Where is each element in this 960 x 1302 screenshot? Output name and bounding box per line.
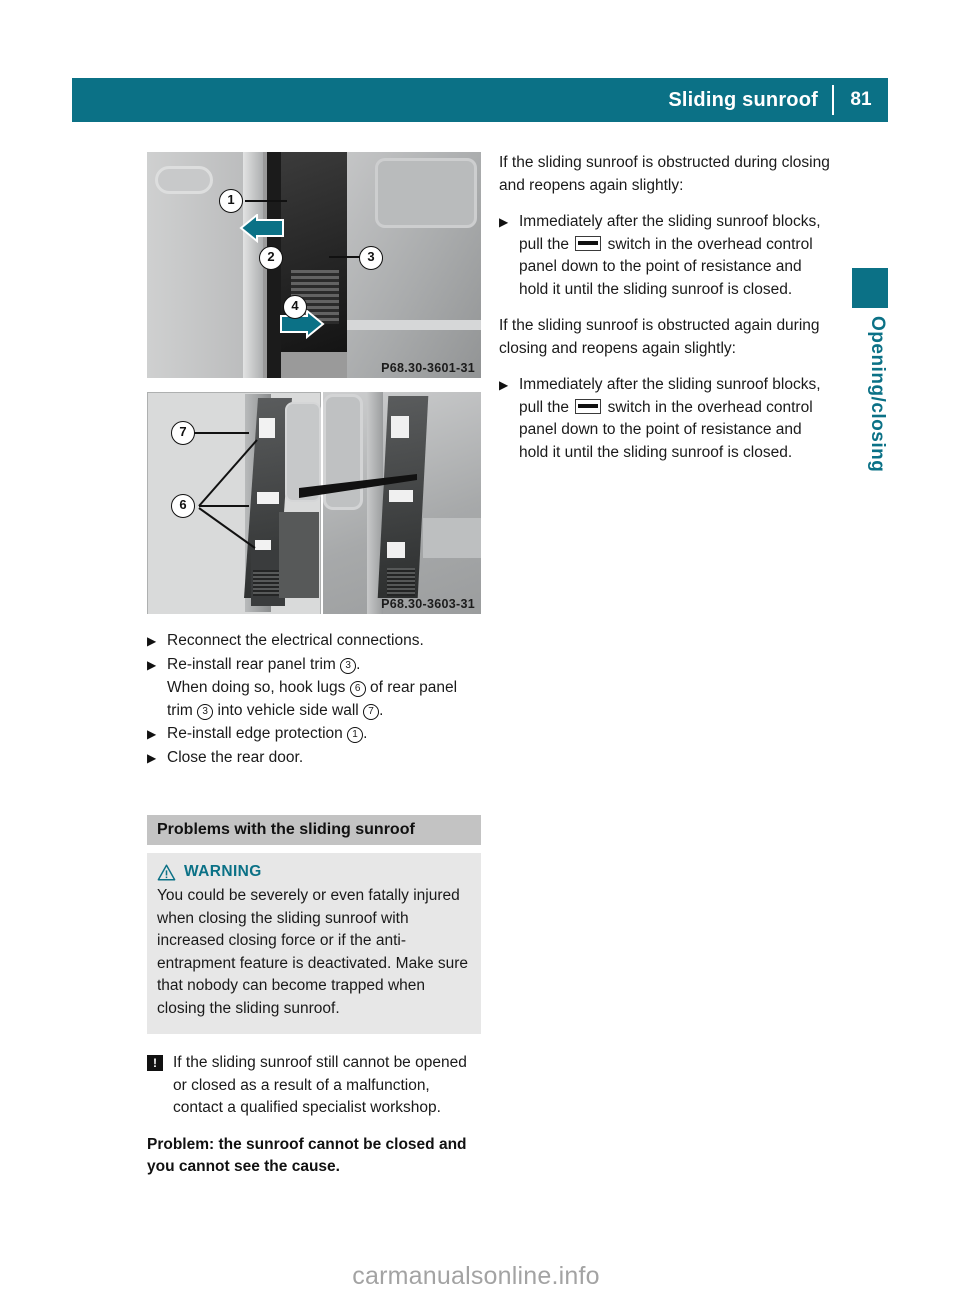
step-reinstall-trim-pre: Re-install rear panel trim — [167, 655, 341, 673]
step-reinstall-rear-panel-trim — [147, 654, 481, 677]
hook-lugs-pre: When doing so, hook lugs — [167, 679, 350, 696]
warning-box — [147, 853, 481, 1034]
intro-paragraph-2: If the sliding sunroof is obstructed again during closing and reopens again slightly: — [499, 317, 820, 357]
hook-lugs-sidewall-label: into vehicle side wall — [213, 701, 364, 719]
edge-protection-pre: Re-install edge protection — [167, 725, 348, 742]
figure-2-connector-wedge — [299, 474, 419, 510]
figure-2-right-lug-a — [391, 416, 409, 438]
hook-lugs-end: . — [379, 701, 384, 719]
sunroof-switch-icon — [575, 236, 601, 251]
note-body: If the sliding sunroof still cannot be opened or closed as a result of a malfunction, contact a qualified specialist workshop. — [173, 1054, 467, 1116]
figure-1-shape-sill — [347, 320, 481, 330]
sunroof-switch-icon-2 — [575, 399, 601, 414]
figure-1-arrow-1-icon — [239, 214, 285, 246]
figure-2-caption: P68.30-3603-31 — [381, 597, 475, 611]
intro-paragraph-1: If the sliding sunroof is obstructed during closing and reopens again slightly: — [499, 154, 830, 194]
figure-2-left-vent — [253, 570, 279, 596]
step-close-rear-door-label: Close the rear door. — [167, 748, 304, 766]
figure-1-shape-handle — [155, 166, 213, 194]
figure-2-callout-6: 6 — [171, 494, 195, 518]
note-block — [147, 1052, 481, 1120]
callout-ref-3: 3 — [340, 658, 356, 674]
side-tab-label: Opening/closing — [867, 316, 888, 473]
figure-1-callout-4: 4 — [283, 295, 307, 319]
page-header-bar — [72, 78, 888, 122]
step-pull-switch-2 — [499, 374, 833, 464]
figure-2-leader-6-fan — [187, 434, 267, 554]
figure-1-callout-3: 3 — [359, 246, 383, 270]
step-reconnect-electrical-label: Reconnect the electrical connections. — [167, 632, 424, 649]
figure-rear-panel-trim-lugs — [147, 392, 481, 614]
warning-triangle-icon — [157, 864, 176, 881]
section-heading-label: Problems with the sliding sunroof — [157, 821, 415, 838]
figure-1-caption: P68.30-3601-31 — [381, 361, 475, 375]
step-reinstall-edge-protection — [147, 723, 481, 746]
exclamation-mark-icon: ! — [147, 1055, 163, 1071]
edge-protection-post: . — [363, 725, 368, 742]
step-pull-switch-2-post: switch in the overhead control panel down to the point of resistance and hold it until the sliding sunroof is closed. — [519, 398, 813, 461]
warning-header — [157, 863, 469, 881]
figure-1-callout-1: 1 — [219, 189, 243, 213]
step-pull-switch-1-pre: Immediately after the sliding sunroof blocks, pull the — [519, 213, 821, 253]
section-heading-problems — [147, 815, 481, 845]
step-hook-lugs-line-1 — [147, 677, 481, 700]
page-title: Sliding sunroof — [668, 88, 818, 111]
figure-2-right-vent — [387, 568, 415, 596]
step-close-rear-door — [147, 747, 481, 770]
figure-2-right-floor — [423, 518, 481, 558]
page-number: 81 — [850, 89, 872, 110]
figure-1-shape-window — [375, 158, 477, 228]
side-tab-marker — [852, 268, 888, 308]
site-watermark: carmanualsonline.info — [352, 1262, 600, 1290]
figure-1-leader-1 — [245, 200, 287, 202]
figure-2-left-dark-area — [279, 512, 319, 598]
callout-ref-6: 6 — [350, 681, 366, 697]
step-pull-switch-2-pre: Immediately after the sliding sunroof blocks, pull the — [519, 376, 821, 416]
left-content-column — [147, 152, 481, 1179]
step-pull-switch-1 — [499, 211, 833, 301]
warning-body: You could be severely or even fatally injured when closing the sliding sunroof with increased closing force or if the anti-entrapment feature is deactivated. Make sure that nobody can become trapped when closing the sliding sunroof. — [157, 887, 469, 1017]
hook-lugs-trim-label: trim — [167, 701, 198, 719]
warning-label: WARNING — [184, 863, 262, 880]
step-pull-switch-1-post: switch in the overhead control panel down to the point of resistance and hold it until the sliding sunroof is closed. — [519, 235, 813, 298]
figure-rear-panel-trim-overview — [147, 152, 481, 378]
right-content-column — [499, 152, 833, 478]
step-reconnect-electrical — [147, 630, 481, 653]
problem-heading: Problem: the sunroof cannot be closed and you cannot see the cause. — [147, 1135, 467, 1175]
figure-1-shape-pillar — [243, 152, 263, 378]
figure-2-right-lug-c — [387, 542, 405, 558]
figure-2-callout-7: 7 — [171, 421, 195, 445]
figure-1-callout-2: 2 — [259, 246, 283, 270]
step-reinstall-trim-post: . — [356, 655, 361, 673]
hook-lugs-mid: of rear panel — [365, 679, 458, 696]
callout-ref-3b: 3 — [197, 704, 213, 720]
callout-ref-7: 7 — [363, 704, 379, 720]
callout-ref-1: 1 — [347, 727, 363, 743]
step-hook-lugs-line-2 — [147, 700, 481, 723]
